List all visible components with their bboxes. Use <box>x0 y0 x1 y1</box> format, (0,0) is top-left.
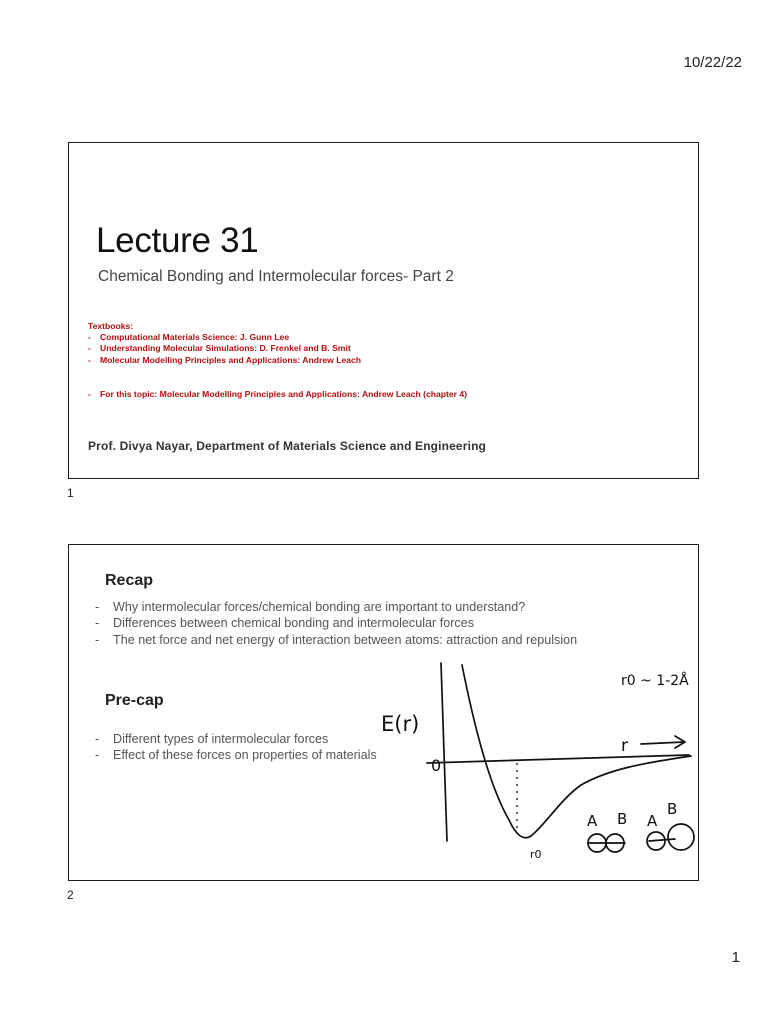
zero-label: 0 <box>431 756 442 775</box>
topic-note: - For this topic: Molecular Modelling Principles and Applications: Andrew Leach (chapter 4) <box>88 388 468 399</box>
r0-note: r0 ~ 1-2Å <box>621 673 689 689</box>
energy-axis <box>441 663 447 841</box>
slide-number: 1 <box>67 486 74 500</box>
list-item: - The net force and net energy of interaction between atoms: attraction and repulsion <box>95 632 578 647</box>
textbook-item: - Molecular Modelling Principles and Applications: Andrew Leach <box>88 354 362 365</box>
precap-heading: Pre-cap <box>105 692 164 709</box>
atom-label-a: A <box>647 812 658 830</box>
r0-label: r0 <box>530 848 542 861</box>
list-item: - Why intermolecular forces/chemical bonding are important to understand? <box>95 600 526 614</box>
atom-label-a: A <box>587 812 598 830</box>
r-arrow-line <box>641 742 684 744</box>
page-number: 1 <box>731 949 740 966</box>
list-item: - Different types of intermolecular forces <box>95 732 329 746</box>
textbooks-block <box>88 321 467 400</box>
distance-axis <box>427 755 689 763</box>
atom-pair-right-line <box>649 839 675 841</box>
slide-number: 2 <box>67 888 74 902</box>
recap-heading: Recap <box>105 572 154 589</box>
potential-energy-sketch <box>69 545 698 880</box>
atom-b-right <box>668 824 694 850</box>
list-item: - Effect of these forces on properties of materials <box>95 748 377 763</box>
atom-label-b: B <box>667 800 678 818</box>
professor-credit: Prof. Divya Nayar, Department of Materials Science and Engineering <box>88 439 487 453</box>
date-header: 10/22/22 <box>683 54 742 71</box>
textbook-item: - Understanding Molecular Simulations: D. Frenkel and B. Smit <box>88 343 351 354</box>
x-axis-label: r <box>621 736 628 756</box>
slide-2 <box>68 544 699 881</box>
lecture-title: Lecture 31 <box>96 221 259 260</box>
slide-1 <box>68 142 699 479</box>
list-item: - Differences between chemical bonding and intermolecular forces <box>95 616 474 631</box>
y-axis-label: E(r) <box>381 712 420 736</box>
textbooks-heading: Textbooks: <box>88 321 134 331</box>
lecture-subtitle: Chemical Bonding and Intermolecular forces- Part 2 <box>98 268 454 285</box>
textbook-item: - Computational Materials Science: J. Gunn Lee <box>88 332 290 343</box>
atom-label-b: B <box>617 810 628 828</box>
